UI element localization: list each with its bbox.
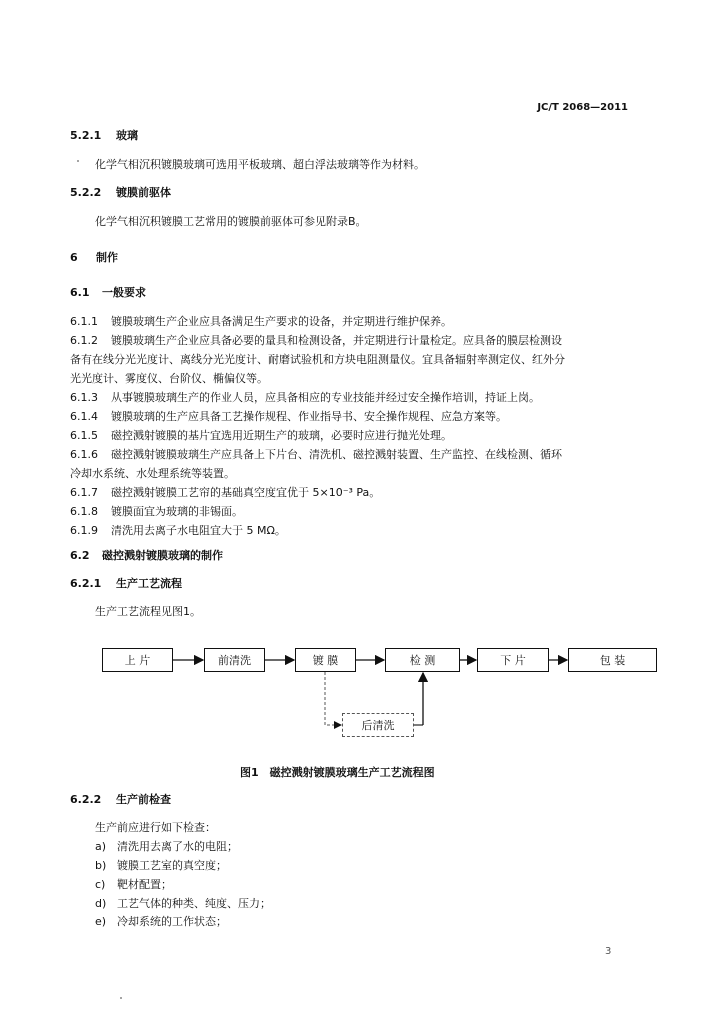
heading-title: 生产工艺流程 <box>116 577 182 590</box>
clause-number: 6.1.5 <box>70 429 98 442</box>
paragraph-6-2-1: 生产工艺流程见图1。 <box>95 605 201 618</box>
clause-number: 6.1.3 <box>70 391 98 404</box>
standard-code: JC/T 2068—2011 <box>537 102 628 113</box>
list-text: 冷却系统的工作状态； <box>117 915 227 928</box>
list-label: a) <box>95 840 107 853</box>
list-text: 清洗用去离了水的电阻； <box>117 840 238 853</box>
heading-title: 磁控溅射镀膜玻璃的制作 <box>102 549 223 562</box>
flow-box-prewash: 前清洗 <box>204 648 265 672</box>
clause-6-1-2-cont-2: 光光度计、雾度仪、台阶仪、椭偏仪等。 <box>70 372 268 385</box>
list-text: 工艺气体的种类、纯度、压力； <box>117 897 271 910</box>
clause-text: 磁控溅射镀膜玻璃生产应具备上下片台、清洗机、磁控溅射装置、生产监控、在线检测、循环 <box>111 448 562 461</box>
flow-box-packaging: 包 装 <box>568 648 657 672</box>
clause-number: 6.1.6 <box>70 448 98 461</box>
flow-box-load: 上 片 <box>102 648 173 672</box>
check-item-d <box>95 896 271 912</box>
clause-text: 镀膜玻璃的生产应具备工艺操作规程、作业指导书、安全操作规程、应急方案等。 <box>111 410 507 423</box>
clause-text: 磁控溅射镀膜工艺帘的基础真空度宜优于 5×10⁻³ Pa。 <box>111 486 381 499</box>
heading-number: 6.2.1 <box>70 577 102 590</box>
clause-text: 从事镀膜玻璃生产的作业人员，应具备相应的专业技能并经过安全操作培训，持证上岗。 <box>111 391 540 404</box>
clause-text: 镀膜面宜为玻璃的非锡面。 <box>111 505 243 518</box>
heading-number: 6.2.2 <box>70 793 102 806</box>
heading-number: 5.2.1 <box>70 129 102 142</box>
list-label: b) <box>95 859 107 872</box>
list-text: 镀膜工艺室的真空度； <box>117 859 227 872</box>
heading-title: 玻璃 <box>116 129 138 142</box>
heading-number: 5.2.2 <box>70 186 102 199</box>
heading-6-2-2 <box>70 792 171 808</box>
scan-speck <box>120 997 122 999</box>
flow-box-coating: 镀 膜 <box>295 648 356 672</box>
clause-number: 6.1.2 <box>70 334 98 347</box>
check-item-b <box>95 858 227 874</box>
check-item-a <box>95 839 238 855</box>
list-label: c) <box>95 878 106 891</box>
scan-speck <box>77 160 79 162</box>
paragraph-5-2-2: 化学气相沉积镀膜工艺常用的镀膜前驱体可参见附录B。 <box>95 215 367 228</box>
clause-text: 镀膜玻璃生产企业应具备满足生产要求的设备，并定期进行维护保养。 <box>111 315 452 328</box>
flow-box-postwash: 后清洗 <box>342 713 414 737</box>
flow-box-inspection: 检 测 <box>385 648 460 672</box>
heading-title: 生产前检查 <box>116 793 171 806</box>
heading-title: 一般要求 <box>102 286 146 299</box>
clause-number: 6.1.8 <box>70 505 98 518</box>
heading-number: 6 <box>70 251 78 264</box>
list-label: e) <box>95 915 107 928</box>
clause-text: 镀膜玻璃生产企业应具备必要的量具和检测设备，并定期进行计量检定。应具备的膜层检测设 <box>111 334 562 347</box>
heading-title: 制作 <box>96 251 118 264</box>
paragraph-5-2-1: 化学气相沉积镀膜玻璃可选用平板玻璃、超白浮法玻璃等作为材料。 <box>95 158 425 171</box>
heading-number: 6.2 <box>70 549 90 562</box>
heading-number: 6.1 <box>70 286 90 299</box>
check-item-e <box>95 914 227 930</box>
dashed-arrow-in <box>325 672 341 725</box>
clause-number: 6.1.1 <box>70 315 98 328</box>
list-text: 靶材配置； <box>117 878 172 891</box>
clause-text: 清洗用去离子水电阻宜大于 5 MΩ。 <box>111 524 286 537</box>
flow-box-unload: 下 片 <box>477 648 549 672</box>
page-number: 3 <box>605 946 612 957</box>
clause-number: 6.1.4 <box>70 410 98 423</box>
clause-6-1-6-cont: 冷却水系统、水处理系统等装置。 <box>70 467 235 480</box>
clause-number: 6.1.7 <box>70 486 98 499</box>
list-label: d) <box>95 897 107 910</box>
figure-caption: 图1 磁控溅射镀膜玻璃生产工艺流程图 <box>240 766 435 779</box>
heading-title: 镀膜前驱体 <box>116 186 171 199</box>
clause-number: 6.1.9 <box>70 524 98 537</box>
check-item-c <box>95 877 172 893</box>
clause-6-1-2-cont-1: 备有在线分光光度计、离线分光光度计、耐磨试验机和方块电阻测量仪。宜具备辐射率测定仪、红外分 <box>70 353 565 366</box>
paragraph-6-2-2: 生产前应进行如下检查： <box>95 821 216 834</box>
clause-text: 磁控溅射镀膜的基片宜选用近期生产的玻璃，必要时应进行抛光处理。 <box>111 429 452 442</box>
